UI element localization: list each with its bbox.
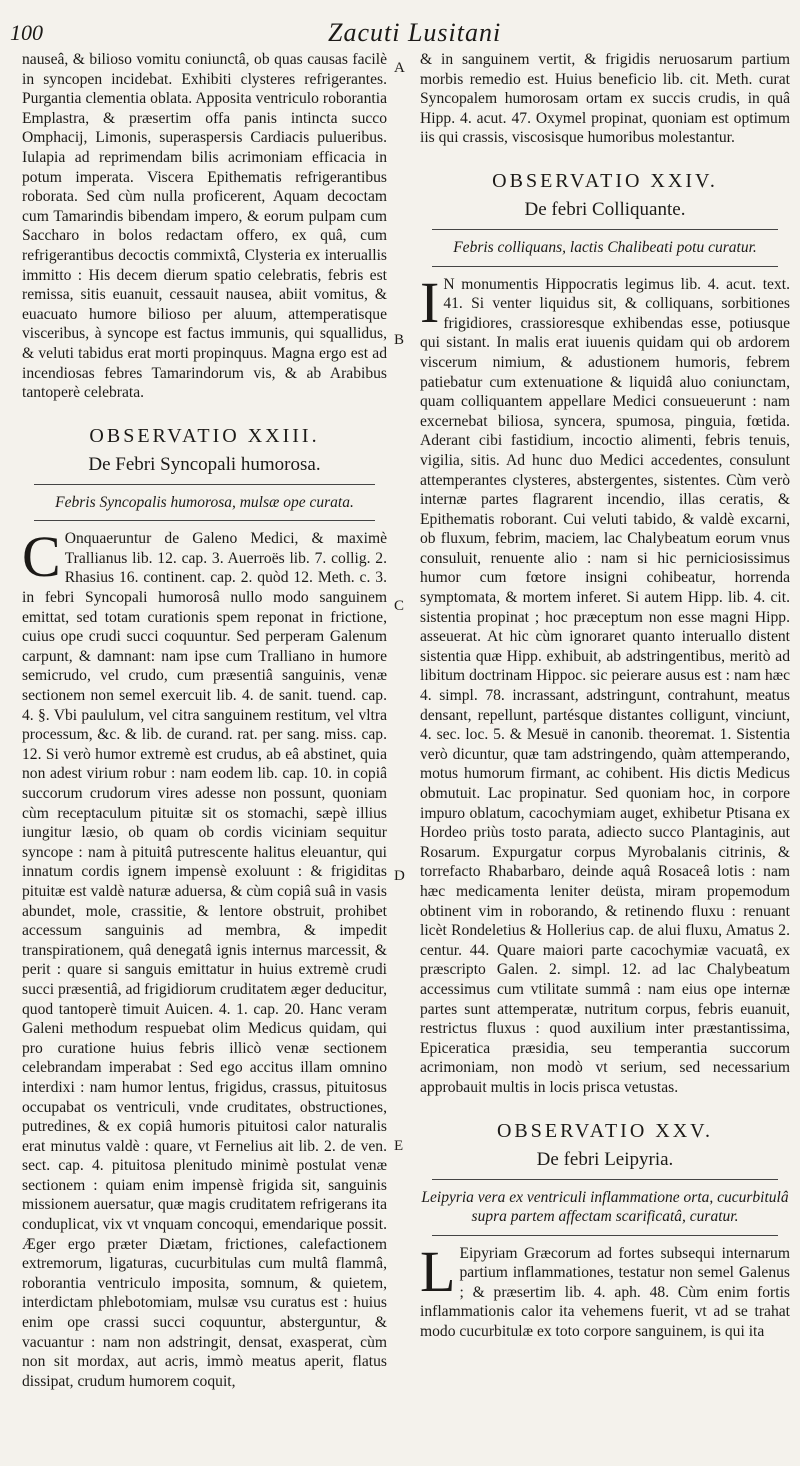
observation-23-text: Onquaeruntur de Galeno Medici, & maximè Trallianus lib. 12. cap. 3. Auerroës lib. 7. collig. 2. Rhasius 16. continent. cap. 2. quòd 12. Meth. c. 3. in febri Syncopali humorosâ nullo modo sanguinem emittat, sed totam curationis spem reponat in frictione, cuius ope crudi succi coquuntur. Sed perperam Galenum carpunt, & damnant: nam ipse cum Tralliano in humore semicrudo, vel crudo, cum præsentiâ sanguinis, venæ sectionem non semel exercuit lib. 4. de sanit. tuend. cap. 4. §. Vbi paululum, vel citra sanguinem restitum, vel vltra processum, &c. & lib. de curand. rat. per sang. miss. cap. 12. Si verò humor extremè est crudus, ab eâ abstinet, quia non adest virium robur : nam eodem lib. cap. 10. in copiâ succorum crudorum vires adesse non possunt, quoniam cùm receptaculum pituitæ sit os stomachi, sæpè illius iungitur læsio, ob quam ob cordis viciniam sequitur syncope : nam à pituitâ putrescente halitus eleuantur, qui innatum cordis ignem impensè exoluunt : & frigiditas pituitæ est valdè naturæ aduersa, & cùm copiâ suâ in vasis abundet, mole, crassitie, & lentore obstruit, prohibet accessum sanguinis ad membra, & impedit transpirationem, quâ denegatâ ignis internus marcessit, & perit : quare si sanguis emittatur in huius extremè crudi succi præsentiâ, ad frigidiorum cruditatem æger deducitur, quod tantoperè timuit Auicen. 4. 1. cap. 20. Hanc veram Galeni methodum respuebat olim Medicus quidam, qui pro curatione huius febris illicò venæ sectionem celebrandam imperabat : Sed ego accitus illam omnino interdixi : nam humor lentus, frigidus, crassus, pituitosus occupabat os ventriculi, vnde cruditates, obstructiones, putredines, & ex copiâ humoris pituitosi calor naturalis erat minutus valdè : quare, vt Fernelius ait lib. 2. de ven. sect. cap. 4. pituitosa plenitudo minimè postulat venæ sectionem : quiam enim impensè frigida sit, sanguinis missionem auersatur, quæ magis cruditatem refrigerans ita conduplicat, vix vt vnquam concoqui, emendarique possit. Æger ergo præter Diætam, frictiones, calefactionem extremorum, ligaturas, cucurbitulas cum multâ flammâ, roborantia ventriculo imposita, somnum, & quietem, interdictam phlebotomiam, mulsæ vsu curatus est : huius enim ope crassi succi coquuntur, absterguntur, & vacuantur : nam non adstringit, densat, exasperat, cùm non sit mordax, aut acris, immò meatus aperit, flatus dissipat, crudum humorem coquit, xyxy=(22,530,387,1390)
observation-24-dropcap: I xyxy=(420,269,440,335)
observation-24-summary: Febris colliquans, lactis Chalibeati potu curatur. xyxy=(453,238,757,256)
margin-letter-e: E xyxy=(394,1138,404,1154)
divider xyxy=(34,484,375,485)
observation-23-body xyxy=(22,524,387,1391)
divider xyxy=(432,266,778,267)
observation-23-dropcap: C xyxy=(22,524,61,590)
running-title: Zacuti Lusitani xyxy=(328,18,502,47)
observation-25-dropcap: L xyxy=(420,1238,456,1304)
margin-letter-b: B xyxy=(394,332,405,348)
observation-25-body xyxy=(420,1238,790,1342)
observation-24-text: N monumentis Hippocratis legimus lib. 4. acut. text. 41. Si venter liquidus sit, & colliquans, sorbitiones frigidiores, crassioresque exhibendas esse, potiusque qui sistant. In malis erat iuuenis quidam qui ob ardorem viscerum nimium, & adustionem humoris, febrem patiebatur cum extenuatione & liquidâ aluo coniunctam, quam colliquantem appellare Medici consueuerunt : nam excernebat biliosa, syncera, spumosa, pinguia, fœtida. Aderant cibi fastidium, incoctio alimenti, febris tenuis, vigilia, sitis. Ad hunc duo Medici accedentes, consulunt attemperantes clysteres, abstergentes, sistentes. Cùm verò internæ partes flagrarent incendio, illas ceratis, & Epithematis roborant. Cui veluti tabido, & valdè excarni, ob fluxum, febrim, maciem, lac Chalybeatum eorum vnus consuluit, renuente alio : nam si hic perniciosissimus humor cum fœtore insigni cohibeatur, horrenda symptomata, & mortem inferet. Si autem Hipp. lib. 4. cit. sistentia propinat ; hoc præceptum non esse magni Hipp. asseuerat. At hic cùm ignoraret quanto interuallo distent sistentia quæ Hipp. exhibuit, ab adstringentibus, meritò ad libitum doctrinam Hippoc. sic peierare ausus est : nam hæc 4. simpl. 78. incrassant, adstringunt, contrahunt, meatus densant, repellunt, partésque distantes colligunt, vinciunt, 4. sec. loc. 5. & Mesuë in canonib. theoremat. 1. Sistentia verò dicuntur, quæ tam adstringendo, quàm attemperando, motus humorum firmant, ac cohibent. His dictis Medicus obmutuit. Lac propinatur. Sed quoniam hoc, in corpore impuro oblatum, cacochymiam auget, exhibetur Ptisana ex Hordeo priùs tosto parata, adiecto succo Plantaginis, aut Rosarum. Expurgatur corpus Myrobalanis citrinis, & torrefacto Rhabarbaro, deinde aquâ Rosaceâ lotis : nam hæc medicamenta leniter deüsta, miram propemodum obtinent vim in roborando, & retinendo fluxu : renuant licèt Rondeletius & Hollerius cap. de alui fluxu, Amatus 2. centur. 44. Quare maiori parte cacochymiæ vacuatâ, ex præscripto Galen. 2. simpl. 12. ad lac Chalybeatum accessimus cum vtilitate summâ : nam eius ope internæ partes sunt attemperatæ, nutritum corpus, febris euanuit, restrictus fluxus : quod auxilium inter præstantissima, Epiceratica præsidia, seu temperantia succorum acrimoniam, non modò vt serium, sed necessarium approbauit multis in locis prisca vetustas. xyxy=(420,275,790,1096)
divider xyxy=(432,1235,778,1236)
right-opening-paragraph: & in sanguinem vertit, & frigidis neruosarum partium morbis remedio est. Huius beneficio lib. cit. Meth. curat Syncopalem humorosam ortam ex succis crudis, in quâ Hipp. 4. acut. 47. Oxymel propinat, quoniam est optimum iis qui crassis, viscosisque humoribus molestantur. xyxy=(420,51,790,147)
left-column xyxy=(22,50,387,1448)
observation-23-heading: OBSERVATIO XXIII. xyxy=(89,424,320,447)
observation-24-heading: OBSERVATIO XXIV. xyxy=(492,169,718,192)
margin-letter-a: A xyxy=(394,60,405,76)
observation-25-text: Eipyriam Græcorum ad fortes subsequi internarum partium inflammationes, testatur non semel Galenus ; & præsertim lib. 4. aph. 48. Cùm enim fortis inflammationis calor ita vehemens fuerit, vt ad se trahat modo cucurbitulæ ex toto corpore sanguinem, is qui ita xyxy=(420,1244,790,1341)
divider xyxy=(432,1179,778,1180)
observation-24-body xyxy=(420,269,790,1098)
divider xyxy=(34,520,375,521)
observation-25-heading: OBSERVATIO XXV. xyxy=(496,1119,714,1142)
page-number: 100 xyxy=(10,20,43,45)
observation-24-subtitle: De febri Colliquante. xyxy=(524,198,686,220)
right-column xyxy=(420,50,790,1448)
observation-23-subtitle: De Febri Syncopali humorosa. xyxy=(88,453,321,475)
divider xyxy=(432,229,778,230)
running-head xyxy=(10,20,790,50)
observation-25-subtitle: De febri Leipyria. xyxy=(536,1148,674,1170)
margin-letter-c: C xyxy=(394,598,405,614)
margin-letter-d: D xyxy=(394,868,405,884)
left-opening-paragraph: nauseâ, & bilioso vomitu coniunctâ, ob quas causas facilè in syncopen incidebat. Exhibiti clysteres refrigerantes. Purgantia clementia oblata. Apposita ventriculo roborantia Emplastra, & præsertim offa panis intincta succo Omphacij, Limonis, superaspersis Cardiacis pulueribus. Iulapia ad reprimendam bilis acrimoniam efficacia in potum imperata. Viscera Epithematis refrigerantibus roborata. Sed cùm nulla proficerent, Aquam decoctam cum Tamarindis bibendam impero, & eorum pulpam cum Saccharo in bolos redactam offero, ex quâ, cum refrigerantibus decoctis commixtâ, Clysteria ex interuallis immitto : His decem dierum spatio celebratis, febris est remissa, sitis euanuit, cessauit nausea, abiit vomitus, & euacuato humore bilioso per aluum, attemperatisque visceribus, à syncope est factus immunis, qui squallidus, & veluti tabidus erat morti propinquus. Magna ergo est ad incendiosas febres Tamarindorum vis, & ab Arabibus tantoperè celebrata. xyxy=(22,51,387,402)
observation-25-summary: Leipyria vera ex ventriculi inflammatione orta, cucurbitulâ supra partem affectam scarificatâ, curatur. xyxy=(421,1188,789,1226)
observation-23-summary: Febris Syncopalis humorosa, mulsæ ope curata. xyxy=(55,493,354,511)
